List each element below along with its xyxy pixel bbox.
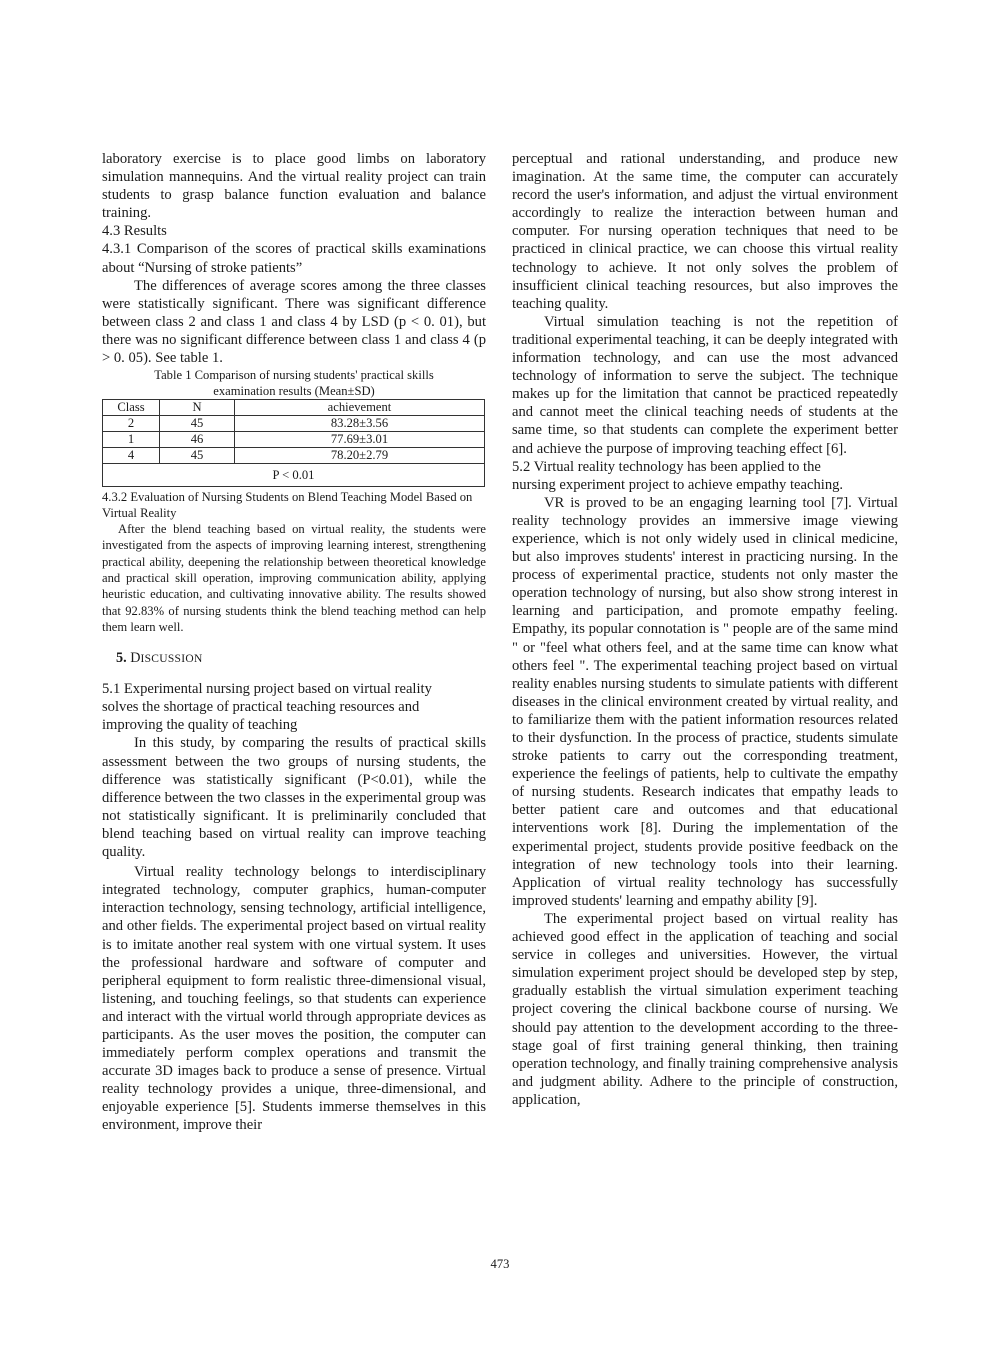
section-heading-4-3: 4.3 Results xyxy=(102,223,167,240)
right-column xyxy=(512,150,898,1109)
table-row xyxy=(103,432,485,448)
table-cell: 83.28±3.56 xyxy=(235,416,485,432)
paragraph-5-2-a: VR is proved to be an engaging learning tool [7]. Virtual reality technology provides an immersive image viewing experience, which is not only widely used in clinical medicine, but also improves students' interest in practicing nursing. In the process of experimental practice, students not only master the operation technology of nursing, but also show strong interest in learning and participation, and promote empathy feeling. Empathy, its popular connotation is " people are of the same mind " or "feel what others feel, and at the same time can know what others feel ". The experimental teaching project based on virtual reality enables nursing students to simulate patients with different diseases in the clinical environment created by virtual reality, and to familiarize them with the patient information resources related to their dysfunction. In the process of practice, students simulate stroke patients to carry out the corresponding treatment, experience the feelings of patients, help to cultivate the empathy of nursing students. Research indicates that empathy leads to better patient care and outcomes and that educational interventions work [8]. During the implementation of the experimental project, students provide positive feedback on the integration of new technology tools into their learning. Application of virtual reality technology has successfully improved students' learning and empathy ability [9]. xyxy=(512,494,898,909)
table-footer-p-value: P < 0.01 xyxy=(103,464,485,487)
section-heading-5-2-line-1: 5.2 Virtual reality technology has been applied to the xyxy=(512,458,821,475)
table-cell: 45 xyxy=(160,416,235,432)
section-heading-5-2 xyxy=(512,458,898,494)
table-cell: 2 xyxy=(103,416,160,432)
section-heading-4-3-1: 4.3.1 Comparison of the scores of practical skills examinations about “Nursing of stroke patients” xyxy=(102,241,486,276)
virtual-simulation-paragraph: Virtual simulation teaching is not the repetition of traditional experimental teaching, it can be deeply integrated with information technology, and can use the most advanced technology of information to serve the subject. The technique makes up for the limitation that cannot be practiced repeatedly and cannot meet the clinical teaching needs of students at the same time, so that students can complete the experiment better and achieve the purpose of improving teaching effect [6]. xyxy=(512,313,898,457)
section-heading-5-1: 5.1 Experimental nursing project based on virtual reality solves the shortage of practical teaching resources and improving the quality of teaching xyxy=(102,681,432,734)
table-cell: 1 xyxy=(103,432,160,448)
discussion-title-initial: D xyxy=(130,650,141,667)
paragraph-4-3-1: The differences of average scores among the three classes were statistically significant. There was significant difference between class 2 and class 1 and class 4 by LSD (p < 0. 01), but there was no significant difference between class 1 and class 4 (p > 0. 05). See table 1. xyxy=(102,277,486,367)
table-cell: 46 xyxy=(160,432,235,448)
table-cell: 4 xyxy=(103,448,160,464)
table-cell: 78.20±2.79 xyxy=(235,448,485,464)
discussion-number: 5. xyxy=(116,650,127,667)
page-number: 473 xyxy=(490,1257,510,1271)
paragraph-5-1-b: Virtual reality technology belongs to interdisciplinary integrated technology, computer graphics, human-computer interaction technology, sensing technology, artificial intelligence, and other fields. The experimental project based on virtual reality is to imitate another real system with one virtual system. It uses the professional hardware and software of computer and peripheral equipment to form realistic three-dimensional visual, listening, and touching feelings, so that students can experience and interact with the virtual world through appropriate devices as participants. As the user moves the position, the computer can immediately perform complex operations and transmit the accurate 3D images back to produce a sense of presence. Virtual reality technology provides a unique, three-dimensional, and enjoyable experience [5]. Students immerse themselves in this environment, improve their xyxy=(102,864,486,1134)
discussion-heading xyxy=(116,649,486,668)
section-heading-5-2-line-2: nursing experiment project to achieve empathy teaching. xyxy=(512,476,844,493)
results-table xyxy=(102,399,485,487)
paragraph-5-2-b: The experimental project based on virtual reality has achieved good effect in the application of teaching and social service in colleges and universities. However, the virtual simulation experiment project should be developed step by step, gradually establish the virtual simulation experiment teaching project covering the clinical backbone course of nursing. We should pay attention to the development according to the three-stage goal of first training general thinking, then training operation technology, and finally training comprehensive analysis and judgment ability. Adhere to the principle of construction, application, xyxy=(512,910,898,1108)
table-caption xyxy=(102,367,486,399)
table-caption-line-2: examination results (Mean±SD) xyxy=(213,384,375,399)
table-header-row xyxy=(103,400,485,416)
discussion-title-rest: ISCUSSION xyxy=(140,653,203,666)
paragraph-5-1-a: In this study, by comparing the results of practical skills assessment between the two groups of nursing students, the difference was statistically significant (P<0.01), while the difference between the two classes in the experimental group was not statistically significant. It is preliminarily concluded that blend teaching based on virtual reality can improve teaching quality. xyxy=(102,735,486,861)
table-footer-row xyxy=(103,464,485,487)
continued-paragraph: perceptual and rational understanding, and produce new imagination. At the same time, the computer can accurately record the user's information, and adjust the virtual environment accordingly to realize the interaction between human and computer. For nursing operation techniques that need to be practiced in clinical practice, we can choose this virtual reality technology to achieve. It not only solves the problem of insufficient clinical teaching resources, but also improves the teaching quality. xyxy=(512,151,898,312)
table-header-n: N xyxy=(160,400,235,416)
table-cell: 77.69±3.01 xyxy=(235,432,485,448)
table-row xyxy=(103,416,485,432)
intro-paragraph: laboratory exercise is to place good limbs on laboratory simulation mannequins. And the virtual reality project can train students to grasp balance function evaluation and balance training. xyxy=(102,151,486,222)
left-column xyxy=(102,150,486,1135)
table-header-achievement: achievement xyxy=(235,400,485,416)
paragraph-4-3-2: After the blend teaching based on virtual reality, the students were investigated from the aspects of improving learning interest, strengthening practical ability, deepening the relationship between theoretical knowledge and practical skill operation, improving communication ability, applying heuristic education, and cultivating innovative ability. The results showed that 92.83% of nursing students think the blend teaching method can help them learn well. xyxy=(102,522,486,634)
table-cell: 45 xyxy=(160,448,235,464)
table-row xyxy=(103,448,485,464)
table-header-class: Class xyxy=(103,400,160,416)
section-heading-4-3-2: 4.3.2 Evaluation of Nursing Students on Blend Teaching Model Based on Virtual Reality xyxy=(102,490,473,521)
table-caption-line-1: Table 1 Comparison of nursing students' practical skills xyxy=(154,368,434,383)
